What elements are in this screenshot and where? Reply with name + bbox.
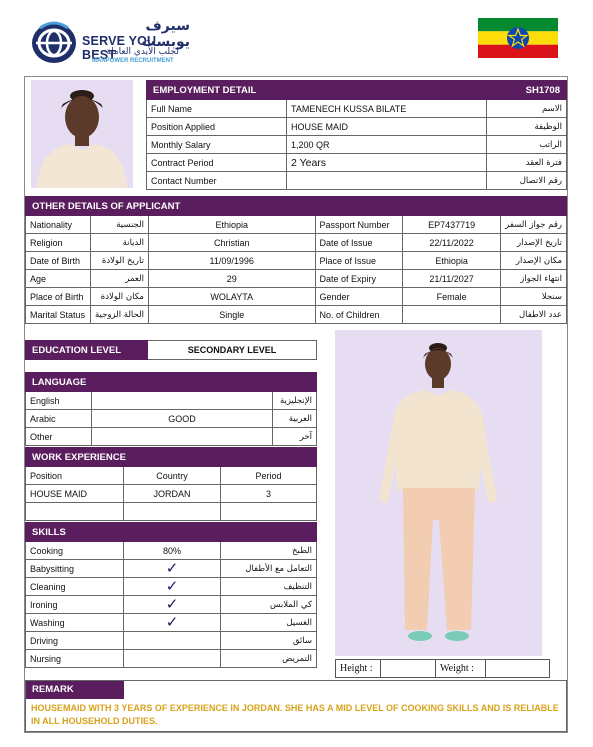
- field-label-arabic: سنجلا: [501, 288, 567, 306]
- field-value: 11/09/1996: [148, 252, 315, 270]
- table-row: [26, 270, 567, 288]
- field-label-arabic: الحالة الزوجية: [90, 306, 148, 324]
- education-level-table: [25, 340, 317, 360]
- table-row: [26, 614, 317, 632]
- field-label-arabic: الوظيفة: [487, 118, 567, 136]
- skill-name: Washing: [26, 614, 124, 632]
- remark-section: [25, 680, 567, 732]
- field-label: Passport Number: [315, 216, 403, 234]
- work-heading: WORK EXPERIENCE: [26, 448, 317, 467]
- table-row: [26, 467, 317, 485]
- applicant-heading: OTHER DETAILS OF APPLICANT: [26, 197, 567, 216]
- field-value: EP7437719: [403, 216, 501, 234]
- table-row: [147, 172, 567, 190]
- skill-level: [124, 596, 221, 614]
- work-experience-table: [25, 447, 317, 521]
- field-label: Date of Birth: [26, 252, 91, 270]
- table-row: [26, 596, 317, 614]
- skill-level: [124, 560, 221, 578]
- table-row: [147, 100, 567, 118]
- field-value: 21/11/2027: [403, 270, 501, 288]
- table-row: [26, 252, 567, 270]
- language-heading: LANGUAGE: [26, 373, 317, 392]
- employment-heading: EMPLOYMENT DETAIL: [147, 81, 487, 100]
- field-label: Position Applied: [147, 118, 287, 136]
- field-label: Place of Issue: [315, 252, 403, 270]
- applicant-details-table: [25, 196, 567, 324]
- field-value: 22/11/2022: [403, 234, 501, 252]
- check-icon: ✓: [165, 596, 179, 613]
- language-name: Other: [26, 428, 92, 446]
- field-value: 29: [148, 270, 315, 288]
- weight-label: Weight :: [436, 660, 486, 677]
- field-label: Contact Number: [147, 172, 287, 190]
- field-label-arabic: انتهاء الجواز: [501, 270, 567, 288]
- skill-name-arabic: التنظيف: [221, 578, 317, 596]
- skill-name-arabic: الغسيل: [221, 614, 317, 632]
- field-label-arabic: تاريخ الإصدار: [501, 234, 567, 252]
- table-row: [26, 216, 567, 234]
- skill-name-arabic: سائق: [221, 632, 317, 650]
- field-label-arabic: مكان الإصدار: [501, 252, 567, 270]
- skill-name: Cleaning: [26, 578, 124, 596]
- field-label-arabic: الديانة: [90, 234, 148, 252]
- field-label: No. of Children: [315, 306, 403, 324]
- table-row: [147, 118, 567, 136]
- education-value: SECONDARY LEVEL: [148, 341, 317, 360]
- field-label-arabic: الجنسية: [90, 216, 148, 234]
- language-name: Arabic: [26, 410, 92, 428]
- field-label: Date of Expiry: [315, 270, 403, 288]
- language-level: GOOD: [92, 410, 273, 428]
- skill-level: [124, 650, 221, 668]
- work-country: [124, 503, 221, 521]
- skill-level: [124, 632, 221, 650]
- field-label-arabic: عدد الاطفال: [501, 306, 567, 324]
- field-value: Ethiopia: [403, 252, 501, 270]
- field-label: Full Name: [147, 100, 287, 118]
- weight-value: [486, 660, 549, 677]
- field-label: Contract Period: [147, 154, 287, 172]
- table-row: [26, 503, 317, 521]
- employment-detail-table: [146, 80, 567, 190]
- language-table: [25, 372, 317, 446]
- table-row: [26, 542, 317, 560]
- field-label-arabic: تاريخ الولادة: [90, 252, 148, 270]
- column-header: Position: [26, 467, 124, 485]
- portrait-photo: [31, 80, 133, 188]
- brand-logo: [30, 18, 190, 66]
- skill-name: Nursing: [26, 650, 124, 668]
- column-header: Country: [124, 467, 221, 485]
- brand-sub: MANPOWER RECRUITMENT: [92, 58, 174, 64]
- brand-arabic-name: سيرف يوبست: [141, 18, 190, 50]
- field-label-arabic: الراتب: [487, 136, 567, 154]
- check-icon: ✓: [165, 578, 179, 595]
- height-value: [381, 660, 436, 677]
- skill-name: Cooking: [26, 542, 124, 560]
- field-label: Place of Birth: [26, 288, 91, 306]
- field-value: Christian: [148, 234, 315, 252]
- field-value: 1,200 QR: [287, 136, 487, 154]
- skill-name: Driving: [26, 632, 124, 650]
- skill-level: [124, 614, 221, 632]
- table-row: [26, 392, 317, 410]
- table-row: [26, 632, 317, 650]
- field-label-arabic: مكان الولادة: [90, 288, 148, 306]
- table-row: [26, 650, 317, 668]
- field-value: [403, 306, 501, 324]
- brand-name: SERVE YOU BEST: [82, 34, 157, 62]
- table-row: [26, 428, 317, 446]
- remark-text: HOUSEMAID WITH 3 YEARS OF EXPERIENCE IN JORDAN. SHE HAS A MID LEVEL OF COOKING SKILLS AND IS RELIABLE IN ALL HOUSEHOLD DUTIES.: [31, 703, 559, 726]
- field-value: TAMENECH KUSSA BILATE: [287, 100, 487, 118]
- field-value: [287, 172, 487, 190]
- field-label: Age: [26, 270, 91, 288]
- globe-logo-icon: [30, 20, 78, 66]
- skill-name-arabic: الطبخ: [221, 542, 317, 560]
- field-value: 2 Years: [287, 154, 487, 172]
- field-label-arabic: رقم الاتصال: [487, 172, 567, 190]
- table-row: [26, 410, 317, 428]
- skill-name-arabic: التمريض: [221, 650, 317, 668]
- reference-code: SH1708: [487, 81, 567, 100]
- field-value: Female: [403, 288, 501, 306]
- table-row: [26, 485, 317, 503]
- brand-arabic-sub: لجلب الأيدي العاملة: [106, 47, 179, 57]
- table-row: [26, 288, 567, 306]
- remark-heading: REMARK: [26, 681, 124, 699]
- work-country: JORDAN: [124, 485, 221, 503]
- skill-name-arabic: كي الملابس: [221, 596, 317, 614]
- ethiopia-flag-icon: [478, 18, 558, 58]
- field-label: Monthly Salary: [147, 136, 287, 154]
- field-value: Single: [148, 306, 315, 324]
- field-value: WOLAYTA: [148, 288, 315, 306]
- field-label-arabic: العمر: [90, 270, 148, 288]
- skills-heading: SKILLS: [26, 523, 317, 542]
- language-name: English: [26, 392, 92, 410]
- field-label-arabic: فترة العقد: [487, 154, 567, 172]
- field-label-arabic: الاسم: [487, 100, 567, 118]
- language-name-arabic: آخر: [273, 428, 317, 446]
- skill-name-arabic: التعامل مع الأطفال: [221, 560, 317, 578]
- field-label: Religion: [26, 234, 91, 252]
- skill-name: Babysitting: [26, 560, 124, 578]
- field-label: Gender: [315, 288, 403, 306]
- language-name-arabic: العربية: [273, 410, 317, 428]
- language-name-arabic: الإنجليزية: [273, 392, 317, 410]
- work-position: HOUSE MAID: [26, 485, 124, 503]
- check-icon: ✓: [165, 614, 179, 631]
- field-label: Marital Status: [26, 306, 91, 324]
- skill-level: 80%: [124, 542, 221, 560]
- skills-table: [25, 522, 317, 668]
- height-weight-box: [335, 659, 550, 678]
- skill-name: Ironing: [26, 596, 124, 614]
- column-header: Period: [221, 467, 317, 485]
- field-value: HOUSE MAID: [287, 118, 487, 136]
- field-label: Date of Issue: [315, 234, 403, 252]
- work-period: 3: [221, 485, 317, 503]
- field-value: Ethiopia: [148, 216, 315, 234]
- table-row: [147, 154, 567, 172]
- field-label-arabic: رقم جواز السفر: [501, 216, 567, 234]
- table-row: [26, 578, 317, 596]
- work-period: [221, 503, 317, 521]
- language-level: [92, 392, 273, 410]
- work-position: [26, 503, 124, 521]
- height-label: Height :: [336, 660, 381, 677]
- table-row: [147, 136, 567, 154]
- table-row: [26, 306, 567, 324]
- skill-level: [124, 578, 221, 596]
- language-level: [92, 428, 273, 446]
- education-label: EDUCATION LEVEL: [26, 341, 148, 360]
- table-row: [26, 560, 317, 578]
- full-body-photo: [335, 330, 542, 656]
- check-icon: ✓: [165, 560, 179, 577]
- table-row: [26, 234, 567, 252]
- field-label: Nationality: [26, 216, 91, 234]
